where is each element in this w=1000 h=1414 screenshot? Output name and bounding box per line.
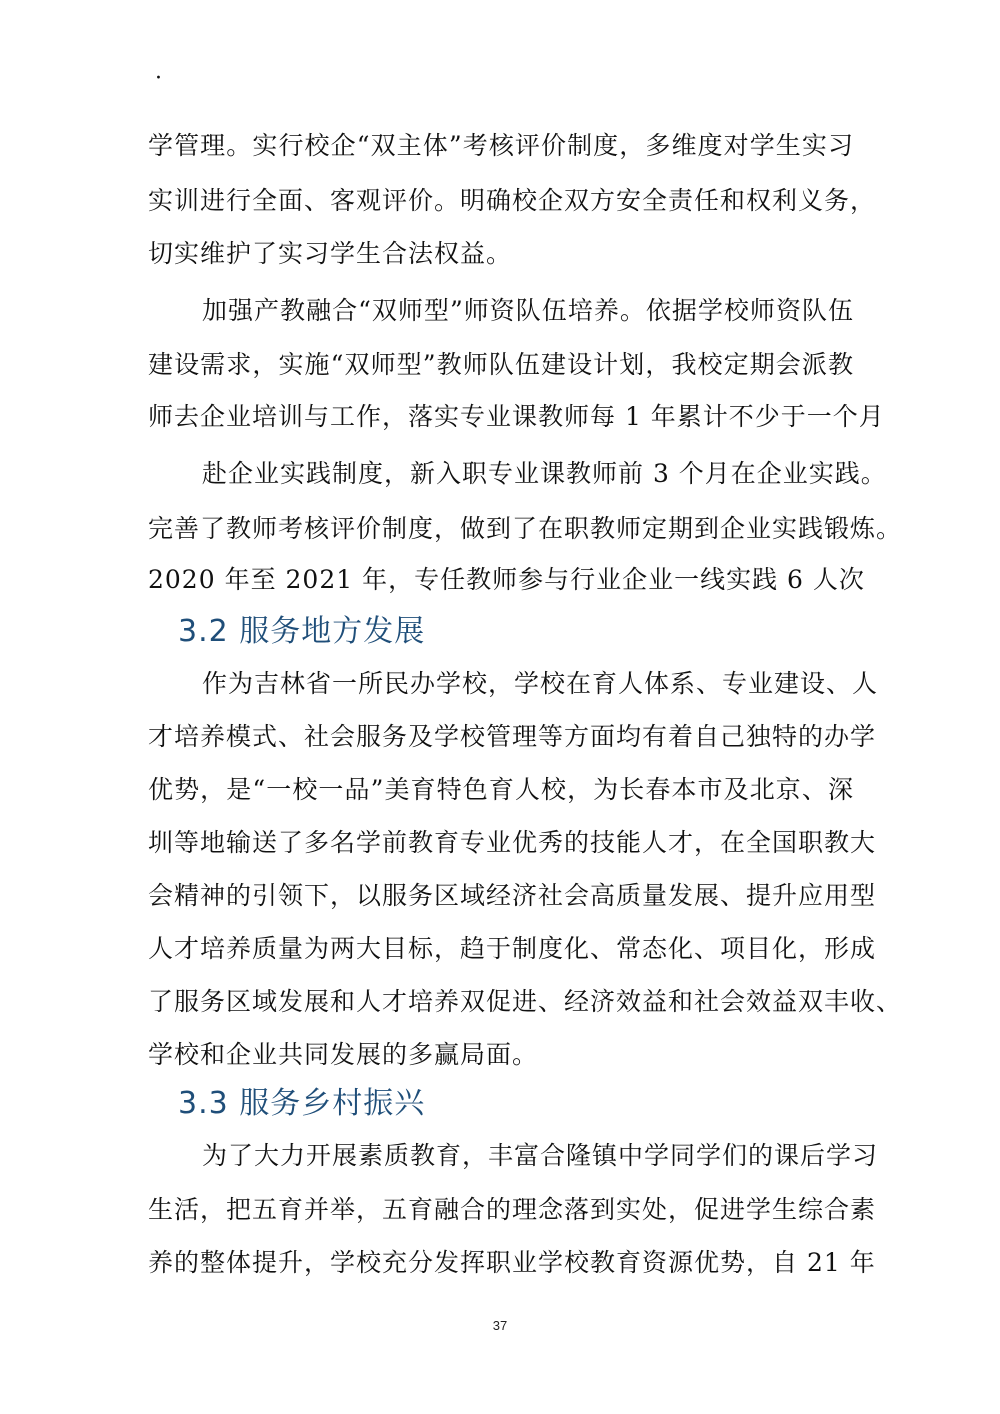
paragraph-line: 加强产教融合“双师型”师资队伍培养。依据学校师资队伍 xyxy=(202,296,854,325)
paragraph-line: 优势，是“一校一品”美育特色育人校，为长春本市及北京、深 xyxy=(148,775,854,804)
paragraph-line: 建设需求，实施“双师型”教师队伍建设计划，我校定期会派教 xyxy=(148,350,854,379)
header-mark: · xyxy=(155,66,162,91)
paragraph-line: 圳等地输送了多名学前教育专业优秀的技能人才，在全国职教大 xyxy=(148,828,877,857)
section-heading: 3.3 服务乡村振兴 xyxy=(178,1086,426,1121)
paragraph-line: 学管理。实行校企“双主体”考核评价制度，多维度对学生实习 xyxy=(148,131,854,160)
paragraph-line: 赴企业实践制度，新入职专业课教师前 3 个月在企业实践。 xyxy=(202,459,887,488)
page-number: 37 xyxy=(492,1318,508,1333)
paragraph-line: 才培养模式、社会服务及学校管理等方面均有着自己独特的办学 xyxy=(148,722,877,751)
paragraph-line: 切实维护了实习学生合法权益。 xyxy=(148,239,513,268)
paragraph-line: 了服务区域发展和人才培养双促进、经济效益和社会效益双丰收、 xyxy=(148,987,903,1016)
paragraph-line: 2020 年至 2021 年，专任教师参与行业企业一线实践 6 人次 xyxy=(148,565,865,594)
paragraph-line: 会精神的引领下，以服务区域经济社会高质量发展、提升应用型 xyxy=(148,881,877,910)
paragraph-line: 养的整体提升，学校充分发挥职业学校教育资源优势，自 21 年 xyxy=(148,1248,876,1277)
paragraph-line: 完善了教师考核评价制度，做到了在职教师定期到企业实践锻炼。 xyxy=(148,514,903,543)
paragraph-line: 为了大力开展素质教育，丰富合隆镇中学同学们的课后学习 xyxy=(202,1141,879,1170)
section-heading: 3.2 服务地方发展 xyxy=(178,614,426,649)
paragraph-line: 实训进行全面、客观评价。明确校企双方安全责任和权利义务， xyxy=(148,186,877,215)
paragraph-line: 人才培养质量为两大目标，趋于制度化、常态化、项目化，形成 xyxy=(148,934,877,963)
paragraph-line: 生活，把五育并举，五育融合的理念落到实处，促进学生综合素 xyxy=(148,1195,877,1224)
paragraph-line: 师去企业培训与工作，落实专业课教师每 1 年累计不少于一个月 xyxy=(148,402,885,431)
paragraph-line: 学校和企业共同发展的多赢局面。 xyxy=(148,1040,539,1069)
paragraph-line: 作为吉林省一所民办学校，学校在育人体系、专业建设、人 xyxy=(202,669,879,698)
